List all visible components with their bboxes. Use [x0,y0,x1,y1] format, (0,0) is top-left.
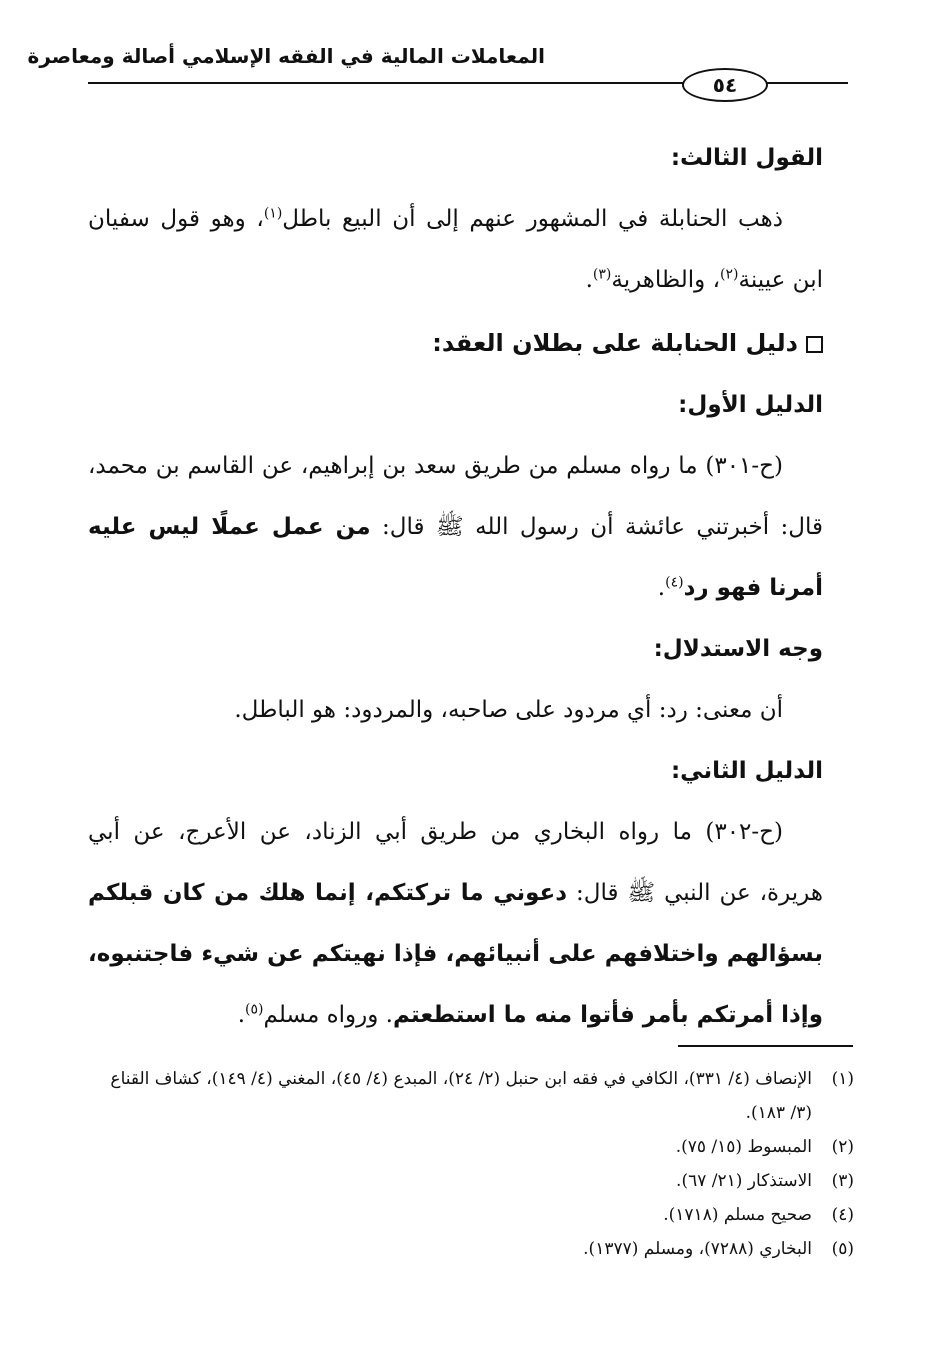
main-text [88,128,823,1046]
hadith-302-narration: (ح-٣٠٢) ما رواه البخاري من طريق أبي الزناد، عن الأعرج، عن أبي هريرة، عن النبي ﷺ قال: [88,819,823,906]
inference-text: أن معنى: رد: أي مردود على صاحبه، والمردود: هو الباطل. [234,697,783,723]
page-number [682,68,768,102]
footnote-ref-3: (٣) [592,266,612,283]
hadith-302-matn: دعوني ما تركتكم، إنما هلك من كان قبلكم بسؤالهم واختلافهم على أنبيائهم، فإذا نهيتكم عن شيء فاجتنبوه، وإذا أمرتكم بأمر فأتوا منه ما استطعتم [88,880,823,1028]
section-heading-text: دليل الحنابلة على بطلان العقد: [432,329,798,357]
inference-heading: وجه الاستدلال: [653,636,823,662]
hadith-301-narration: (ح-٣٠١) ما رواه مسلم من طريق سعد بن إبراهيم، عن القاسم بن محمد، قال: أخبرتني عائشة أن رسول الله ﷺ قال: [88,453,823,540]
paragraph-third-opinion [88,189,823,311]
footnote-text: صحيح مسلم (١٧١٨). [663,1205,812,1225]
hadith-302-end: . [237,1002,246,1028]
square-bullet-icon [806,336,823,353]
footnote-2 [88,1130,854,1164]
running-title: المعاملات المالية في الفقه الإسلامي أصالة ومعاصرة [27,44,545,68]
footnote-ref-5: (٥) [245,1001,264,1018]
second-evidence-heading: الدليل الثاني: [670,758,823,784]
footnote-number: (٥) [831,1239,854,1259]
section-heading [88,311,823,375]
footnote-ref-1: (١) [263,205,283,222]
p1-text-a: ذهب الحنابلة في المشهور عنهم إلى أن البيع باطل [282,206,783,232]
footnote-separator [678,1045,853,1047]
footnote-text: البخاري (٧٢٨٨)، ومسلم (١٣٧٧). [583,1239,812,1259]
p1-text-b: ، وهو قول سفيان ابن عيينة [88,206,823,293]
hadith-301-matn: من عمل عملًا ليس عليه أمرنا فهو رد [88,514,823,601]
hadith-302-tail: . ورواه مسلم [263,1002,393,1028]
footnote-number: (٢) [831,1137,854,1157]
footnote-text: المبسوط (١٥/ ٧٥). [675,1137,812,1157]
footnote-4 [88,1198,854,1232]
footnote-1 [88,1062,854,1130]
third-opinion-heading: القول الثالث: [670,145,823,171]
hadith-302 [88,802,823,1046]
hadith-301 [88,436,823,619]
footnote-5 [88,1232,854,1266]
footnote-text: الإنصاف (٤/ ٣٣١)، الكافي في فقه ابن حنبل (٢/ ٢٤)، المبدع (٤/ ٤٥)، المغني (٤/ ١٤٩)، كشاف القناع (٣/ ١٨٣). [110,1069,812,1123]
p1-text-d: . [585,267,593,293]
footnote-ref-4: (٤) [665,574,684,591]
footnotes [88,1062,854,1266]
p1-text-c: ، والظاهرية [611,267,721,293]
footnote-3 [88,1164,854,1198]
hadith-301-end: . [657,575,666,601]
footnote-number: (١) [831,1069,854,1089]
footnote-text: الاستذكار (٢١/ ٦٧). [676,1171,812,1191]
page-number-text: ٥٤ [712,73,738,97]
footnote-ref-2: (٢) [720,266,739,283]
footnote-number: (٣) [831,1171,854,1191]
first-evidence-heading: الدليل الأول: [678,392,823,418]
footnote-number: (٤) [831,1205,854,1225]
